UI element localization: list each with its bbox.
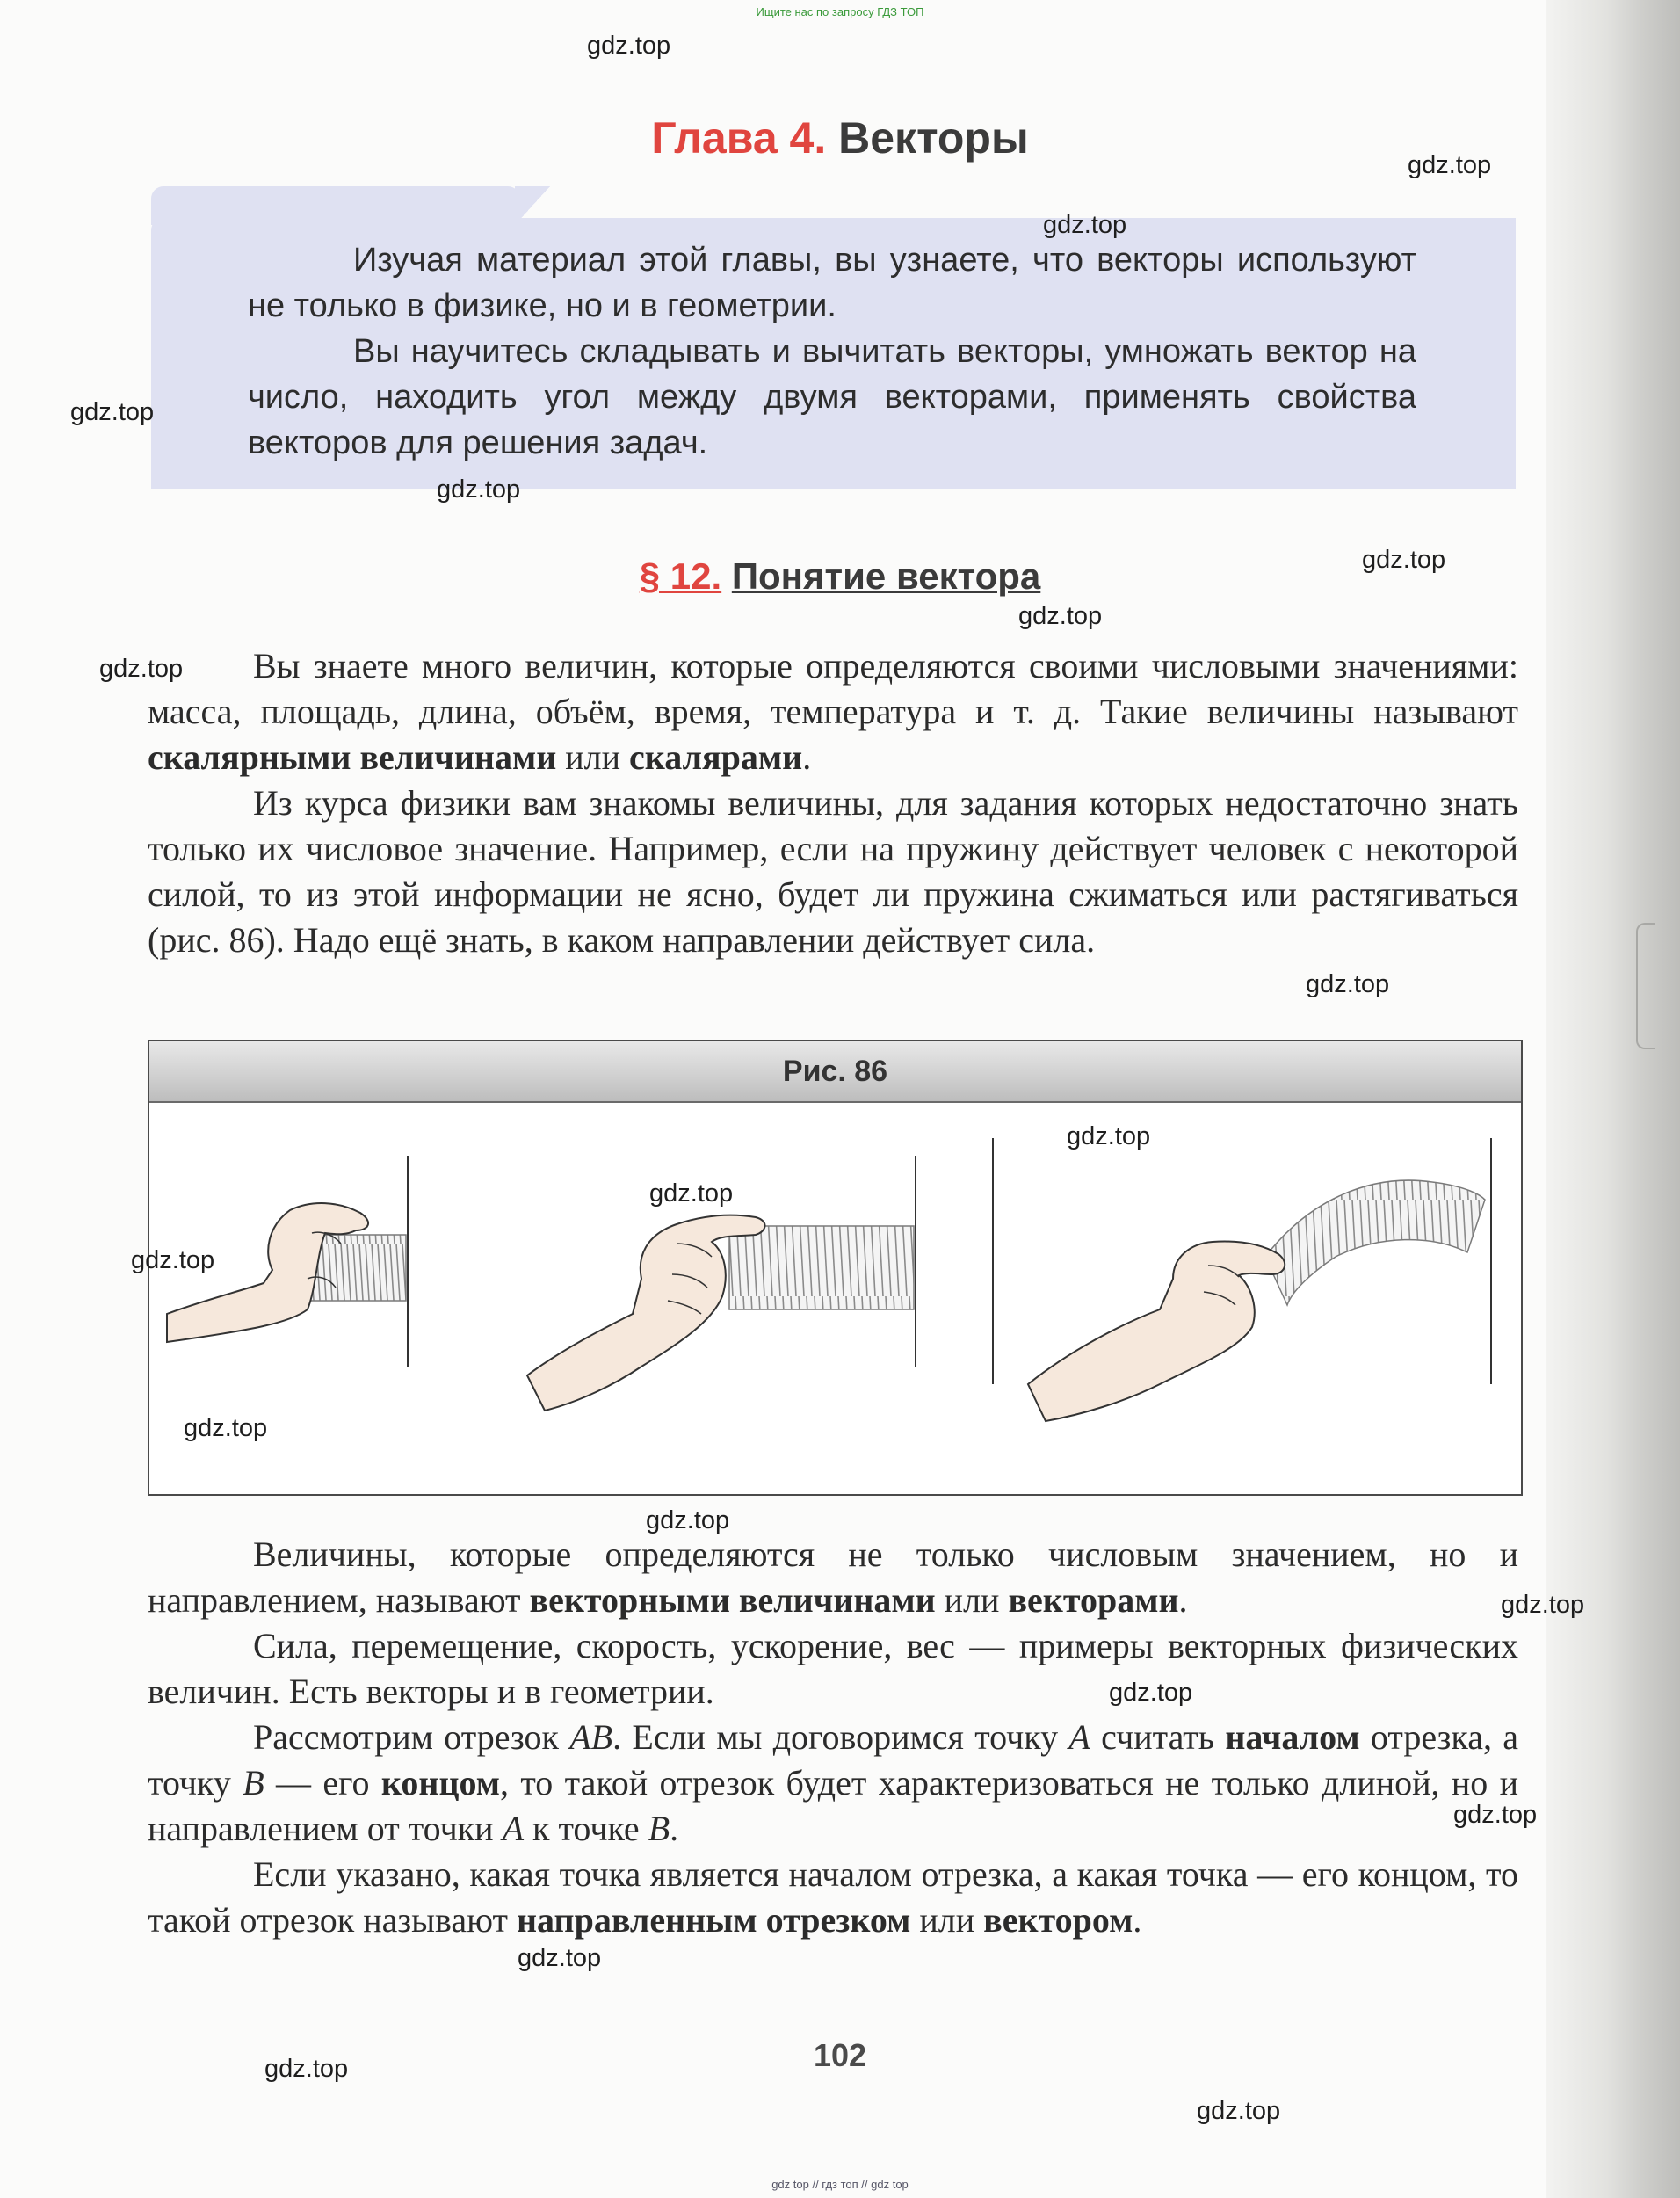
variable: B (243, 1763, 264, 1803)
text-run: или (910, 1900, 984, 1940)
term-bold: направленным отрезком (517, 1900, 911, 1940)
watermark: gdz.top (131, 1246, 215, 1274)
term-bold: концом (380, 1763, 500, 1803)
watermark: gdz.top (1067, 1122, 1151, 1150)
watermark: gdz.top (437, 475, 521, 504)
text-run: считать (1090, 1717, 1226, 1757)
chapter-intro-text (248, 237, 1416, 466)
text-run: . (1178, 1580, 1188, 1620)
term-bold: скалярами (629, 737, 803, 777)
watermark: gdz.top (70, 398, 155, 426)
spring-bent (1265, 1180, 1485, 1305)
text-run: . (802, 737, 812, 777)
page-edge-tab (1636, 923, 1655, 1049)
paragraph (148, 1852, 1518, 1943)
chapter-number: Глава 4. (651, 113, 827, 163)
top-note: Ищите нас по запросу ГДЗ ТОП (756, 5, 924, 18)
section-name: Понятие вектора (731, 555, 1041, 597)
paragraph (148, 643, 1518, 780)
paragraph (148, 1715, 1518, 1852)
hand-right (1028, 1242, 1285, 1421)
watermark: gdz.top (1043, 211, 1127, 239)
variable: A (1068, 1717, 1090, 1757)
watermark: gdz.top (1306, 970, 1390, 998)
section-number: § 12. (639, 555, 722, 597)
chapter-name: Векторы (838, 113, 1029, 163)
watermark: gdz.top (1408, 151, 1492, 179)
book-spine-shadow (1546, 0, 1680, 2198)
term-bold: началом (1225, 1717, 1360, 1757)
text-run: или (935, 1580, 1009, 1620)
text-run: или (556, 737, 630, 777)
body-text-top (148, 643, 1518, 963)
variable: B (648, 1809, 670, 1848)
paragraph: Из курса физики вам знакомы величины, для задания которых недостаточно знать только их числовое значение. Например, если на пружину действует человек с некоторой силой, то из этой информации не ясно, будет ли пружина сжиматься или растягиваться (рис. 86). Надо ещё знать, в каком направлении действует сила. (148, 783, 1518, 960)
watermark: gdz.top (184, 1414, 268, 1442)
text-run: Вы знаете много величин, которые определяются своими числовыми значениями: масса, площадь, длина, объём, время, температура и т. д. Такие величины называют (148, 646, 1518, 731)
panel-bend (993, 1138, 1491, 1421)
watermark: gdz.top (646, 1506, 730, 1534)
watermark: gdz.top (1453, 1801, 1538, 1829)
watermark: gdz.top (1501, 1591, 1585, 1619)
text-run: Рассмотрим отрезок (253, 1717, 570, 1757)
watermark: gdz.top (99, 655, 184, 683)
watermark: gdz.top (1362, 546, 1446, 574)
body-text-bottom (148, 1532, 1518, 1943)
watermark: gdz.top (1109, 1679, 1193, 1707)
spring-normal (729, 1226, 914, 1309)
term-bold: векторными величинами (529, 1580, 936, 1620)
watermark: gdz.top (1197, 2097, 1281, 2125)
text-run: , то такой отрезок будет характеризоваться не только длиной, но и направлением от точки (148, 1763, 1518, 1848)
watermark: gdz.top (264, 2055, 349, 2083)
text-run: Величины, которые определяются не только числовым значением, но и направлением, называют (148, 1534, 1518, 1620)
intro-paragraph: Вы научитесь складывать и вычитать векторы, умножать вектор на число, находить угол между двумя векторами, применять свойства векторов для решения задач. (248, 333, 1416, 461)
bottom-note: gdz top // гдз топ // gdz top (771, 2178, 909, 2191)
paragraph: Сила, перемещение, скорость, ускорение, вес — примеры векторных физических величин. Есть векторы и в геометрии. (148, 1626, 1518, 1711)
spring-illustration (149, 1103, 1521, 1492)
text-run: . (670, 1809, 679, 1848)
text-run: отрезка, а точку (148, 1717, 1518, 1803)
text-run: . (1133, 1900, 1142, 1940)
text-run: Если указано, какая точка является началом отрезка, а какая точка — его концом, то такой отрезок называют (148, 1854, 1518, 1940)
term-bold: векторами (1008, 1580, 1179, 1620)
term-bold: вектором (983, 1900, 1133, 1940)
paragraph (148, 1532, 1518, 1623)
watermark: gdz.top (518, 1944, 602, 1972)
term-bold: скалярными величинами (148, 737, 557, 777)
intro-paragraph: Изучая материал этой главы, вы узнаете, что векторы используют не только в физике, но и в геометрии. (248, 242, 1416, 324)
watermark: gdz.top (649, 1179, 734, 1208)
figure-86 (148, 1040, 1523, 1496)
variable: AB (569, 1717, 613, 1757)
text-run: к точке (524, 1809, 648, 1848)
text-run: . Если мы договоримся точку (612, 1717, 1069, 1757)
variable: A (502, 1809, 525, 1848)
watermark: gdz.top (1018, 602, 1103, 630)
watermark: gdz.top (587, 32, 671, 60)
text-run: — его (264, 1763, 381, 1803)
page-number: 102 (813, 2037, 867, 2073)
figure-caption: Рис. 86 (149, 1041, 1521, 1103)
